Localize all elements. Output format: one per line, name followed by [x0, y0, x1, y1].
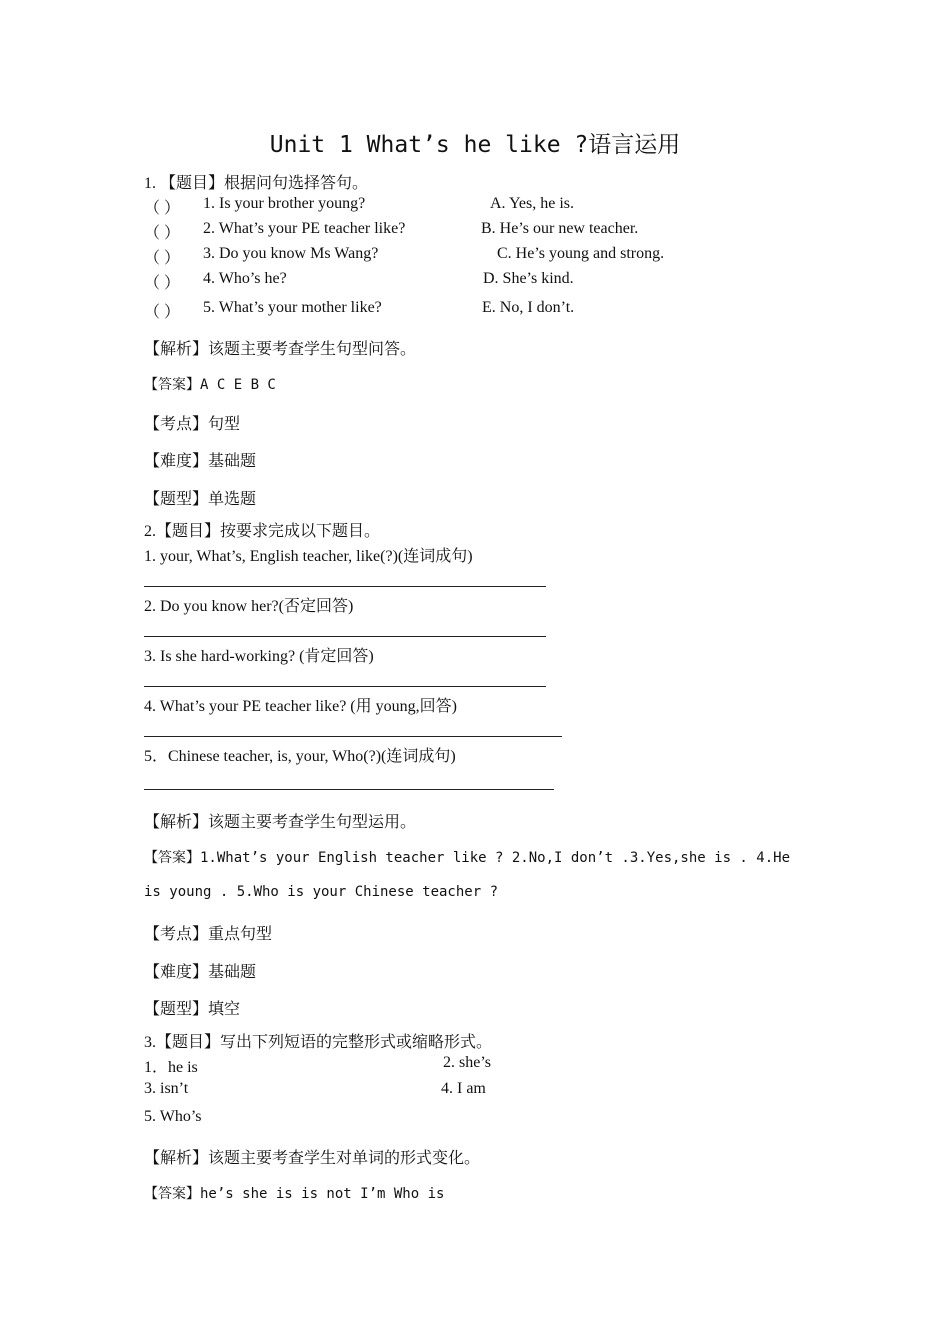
- q2-answer-line2: is young . 5.Who is your Chinese teacher ?: [144, 884, 499, 900]
- q1-row2-answer: B. He’s our new teacher.: [481, 220, 639, 237]
- q2-item5: 5．Chinese teacher, is, your, Who(?)(连词成句): [144, 748, 456, 765]
- q1-row5-question: 5. What’s your mother like?: [203, 299, 382, 316]
- q1-row2-question: 2. What’s your PE teacher like?: [203, 220, 406, 237]
- q1-row5-answer: E. No, I don’t.: [482, 299, 575, 316]
- q1-row3-question: 3. Do you know Ms Wang?: [203, 245, 379, 262]
- q2-item4: 4. What’s your PE teacher like? (用 young,回答): [144, 698, 457, 715]
- q3-answer: 【答案】he’s she is is not I’m Who is: [144, 1186, 445, 1202]
- q1-type: 【题型】单选题: [144, 491, 257, 508]
- q1-row4-answer: D. She’s kind.: [483, 270, 574, 287]
- q3-header: 3.【题目】写出下列短语的完整形式或缩略形式。: [144, 1034, 493, 1051]
- q3-item3: 3. isn’t: [144, 1080, 189, 1097]
- q2-item1-answer-line: [144, 586, 546, 587]
- q1-header: 1. 【题目】根据问句选择答句。: [144, 175, 369, 192]
- q2-answer-line1: 【答案】1.What’s your English teacher like ? 2.No,I don’t .3.Yes,she is . 4.He: [144, 850, 791, 866]
- q2-item3-answer-line: [144, 686, 546, 687]
- q2-type: 【题型】填空: [144, 1001, 241, 1018]
- q2-difficulty: 【难度】基础题: [144, 964, 257, 981]
- q1-row1-question: 1. Is your brother young?: [203, 195, 366, 212]
- q2-item5-answer-line: [144, 789, 554, 790]
- q3-item5: 5. Who’s: [144, 1108, 202, 1125]
- q2-item2: 2. Do you know her?(否定回答): [144, 598, 354, 615]
- q1-difficulty: 【难度】基础题: [144, 453, 257, 470]
- q1-row1-answer: A. Yes, he is.: [490, 195, 575, 212]
- q1-row5-paren: （ ）: [144, 304, 181, 321]
- q2-header: 2.【题目】按要求完成以下题目。: [144, 523, 381, 540]
- q2-point: 【考点】重点句型: [144, 926, 273, 943]
- q1-row3-answer: C. He’s young and strong.: [497, 245, 665, 262]
- q1-row4-paren: （ ）: [144, 275, 181, 292]
- q1-row4-question: 4. Who’s he?: [203, 270, 287, 287]
- q2-item1: 1. your, What’s, English teacher, like(?)(连词成句): [144, 548, 473, 565]
- q2-item4-answer-line: [144, 736, 562, 737]
- q3-item4: 4. I am: [441, 1080, 486, 1097]
- q1-row2-paren: （ ）: [144, 225, 181, 242]
- q2-item2-answer-line: [144, 636, 546, 637]
- q1-point: 【考点】句型: [144, 416, 241, 433]
- q3-analysis: 【解析】该题主要考查学生对单词的形式变化。: [144, 1150, 481, 1167]
- q2-item3: 3. Is she hard-working? (肯定回答): [144, 648, 374, 665]
- q1-answer: 【答案】A C E B C: [144, 377, 276, 393]
- q2-analysis: 【解析】该题主要考查学生句型运用。: [144, 814, 417, 831]
- q1-row1-paren: （ ）: [144, 200, 181, 217]
- q3-item2: 2. she’s: [443, 1054, 491, 1071]
- q1-row3-paren: （ ）: [144, 250, 181, 267]
- page-title: Unit 1 What’s he like ?语言运用: [269, 132, 681, 158]
- q3-item1: 1．he is: [144, 1059, 198, 1076]
- q1-analysis: 【解析】该题主要考查学生句型问答。: [144, 341, 417, 358]
